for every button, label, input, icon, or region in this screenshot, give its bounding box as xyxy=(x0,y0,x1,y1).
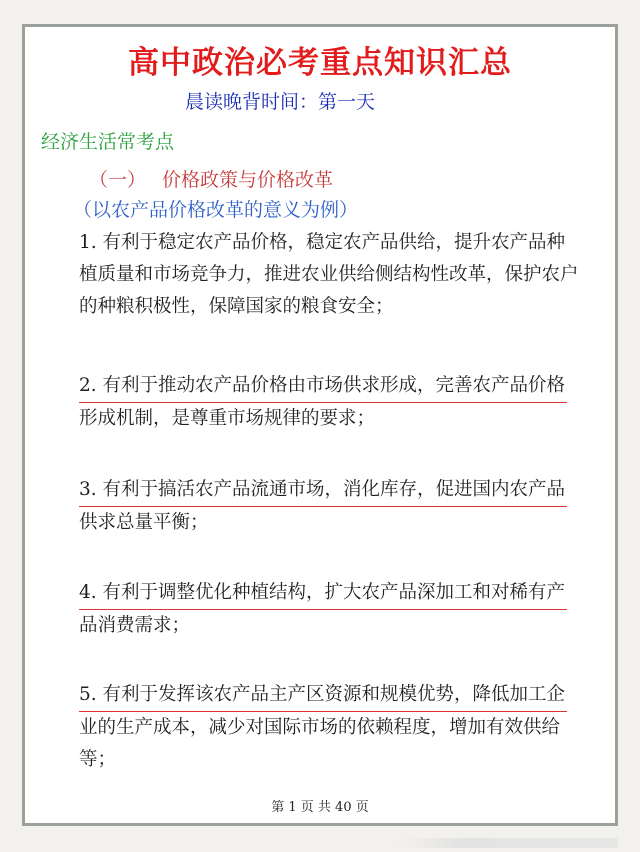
list-item xyxy=(79,227,603,323)
item-line: 3. 有利于搞活农产品流通市场，消化库存，促进国内农产品 xyxy=(79,474,567,507)
list-item xyxy=(79,370,603,435)
item-line: 业的生产成本，减少对国际市场的依赖程度，增加有效供给 xyxy=(79,717,561,738)
watermark xyxy=(398,838,618,848)
page-footer: 第 1 页 共 40 页 xyxy=(271,800,369,815)
topic-heading xyxy=(89,165,333,192)
item-line: 品消费需求； xyxy=(79,615,191,636)
list-item xyxy=(79,577,603,642)
item-line: 形成机制，是尊重市场规律的要求； xyxy=(79,408,376,429)
item-line: 供求总量平衡； xyxy=(79,512,209,533)
topic-note: （以农产品价格改革的意义为例） xyxy=(73,199,359,221)
item-line: 1. 有利于稳定农产品价格，稳定农产品供给，提升农产品种 xyxy=(79,232,566,253)
section-heading: 经济生活常考点 xyxy=(41,131,175,153)
item-line: 植质量和市场竞争力，推进农业供给侧结构性改革，保护农户 xyxy=(79,264,579,285)
document-page xyxy=(22,24,618,826)
subtitle: 晨读晚背时间：第一天 xyxy=(185,91,376,113)
page-title: 高中政治必考重点知识汇总 xyxy=(128,45,512,81)
list-item xyxy=(79,474,603,539)
item-line: 的种粮积极性，保障国家的粮食安全； xyxy=(79,296,394,317)
item-line: 2. 有利于推动农产品价格由市场供求形成，完善农产品价格 xyxy=(79,370,567,403)
item-line: 等； xyxy=(79,749,117,770)
topic-label: 价格政策与价格改革 xyxy=(162,169,334,191)
item-line: 5. 有利于发挥该农产品主产区资源和规模优势，降低加工企 xyxy=(79,679,567,712)
item-line: 4. 有利于调整优化种植结构，扩大农产品深加工和对稀有产 xyxy=(79,577,567,610)
topic-number: （一） xyxy=(89,169,147,191)
list-item xyxy=(79,679,603,776)
